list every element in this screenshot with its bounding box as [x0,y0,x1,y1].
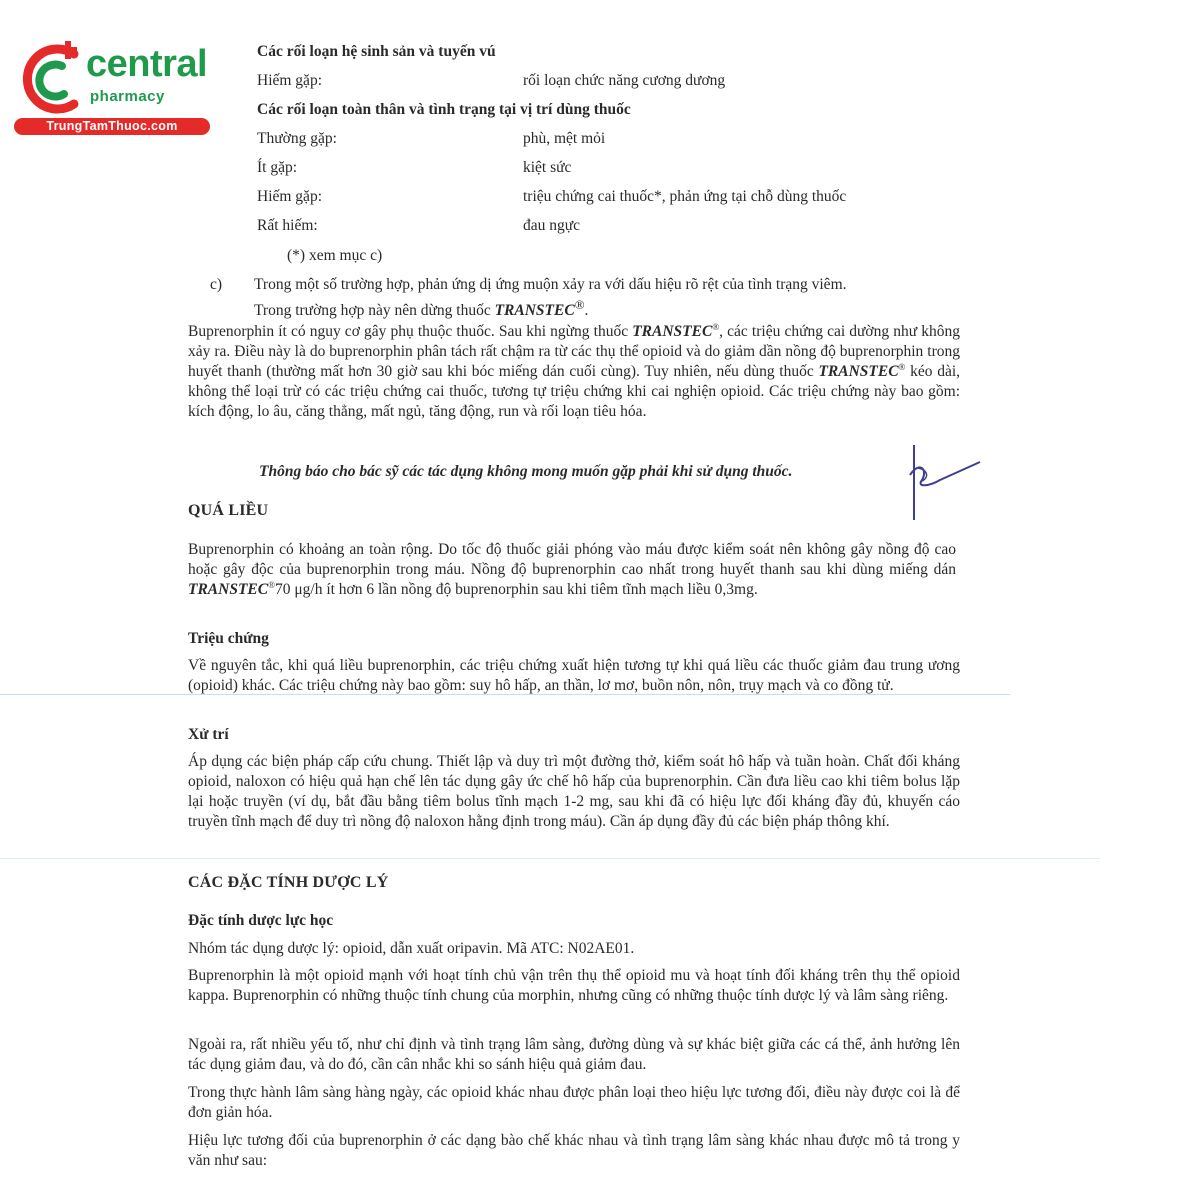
period: . [584,302,589,320]
pd-paragraph-2: Buprenorphin là một opioid mạnh với hoạt tính chủ vận trên thụ thể opioid mu và hoạt tính đối kháng trên thụ thể opioid kappa. Buprenorphin có những thuộc tính chung của morphin, nhưng cũng có những thuộc tính dược lý và lâm sàng riêng. [188,967,960,1004]
item-c-line2 [254,295,974,321]
overdose-heading: QUÁ LIỀU [188,502,269,519]
row-value: đau ngực [523,217,581,234]
row-value: triệu chứng cai thuốc*, phản ứng tại chỗ dùng thuốc [523,188,847,205]
dependence-paragraph [188,322,960,422]
row-label: Thường gặp: [257,130,337,147]
scan-line [0,694,1010,695]
notice-text: Thông báo cho bác sỹ các tác dụng không mong muốn gặp phải khi sử dụng thuốc. [259,463,793,480]
symptoms-paragraph: Về nguyên tắc, khi quá liều buprenorphin, các triệu chứng xuất hiện tương tự khi quá liều các thuốc giảm đau trung ương (opioid) khác. Các triệu chứng này bao gồm: suy hô hấp, an thần, lơ mơ, buồn nôn, nôn, trụy mạch và co đồng tử. [188,657,960,694]
pd-paragraph-4: Trong thực hành lâm sàng hàng ngày, các opioid khác nhau được phân loại theo hiệu lực tương đối, điều này được coi là để đơn giản hóa. [188,1084,960,1121]
brand-drug: TRANSTEC [818,363,899,380]
row-value: kiệt sức [523,159,572,176]
reg-mark: ® [574,297,585,312]
row-label: Hiếm gặp: [257,188,322,205]
pd-heading: Đặc tính dược lực học [188,912,334,929]
text-run: , các triệu chứng cai dường như không xảy ra. Điều này là do buprenorphin phân tách rất chậm ra từ các thụ thể opioid và do giảm dần nồng độ buprenorphin trong huyết thanh (thường mất hơn 30 giờ sau khi bóc miếng dán cuối cùng). Tuy nhiên, nếu dùng thuốc [188,323,961,380]
reg-mark: ® [712,321,720,332]
treatment-heading: Xử trí [188,726,229,743]
item-c-marker: c) [210,276,223,293]
treatment-paragraph: Áp dụng các biện pháp cấp cứu chung. Thiết lập và duy trì một đường thở, kiểm soát hô hấp và tuần hoàn. Chất đối kháng opioid, naloxon có hiệu quả hạn chế lên tác dụng gây ức chế hô hấp của buprenorphin. Cần đưa liều cao khi tiêm bolus lặp lại hoặc truyền (ví dụ, bắt đầu bằng tiêm bolus tĩnh mạch 1-2 mg, sau khi đã có hiệu lực đối kháng đầy đủ, khuyến cáo truyền tĩnh mạch để duy trì nồng độ naloxon hằng định trong máu). Cần áp dụng đầy đủ các biện pháp thông khí. [188,753,960,830]
brand-drug: TRANSTEC [188,581,269,598]
text-run: kéo dài, không thể loại trừ có các triệu chứng cai thuốc, tương tự triệu chứng khi cai nghiện opioid. Các triệu chứng này bao gồm: kích động, lo âu, căng thẳng, mất ngủ, tăng động, run và rối loạn tiêu hóa. [188,363,961,420]
reg-mark: ® [268,579,275,590]
text-run: Buprenorphin có khoảng an toàn rộng. Do tốc độ thuốc giải phóng vào máu được kiểm soát nên không gây nồng độ cao hoặc gây độc của buprenorphin trong máu. Nồng độ buprenorphin cao nhất trong huyết thanh sau khi dùng miếng dán [188,541,956,578]
row-label: Hiếm gặp: [257,72,322,89]
item-c-text [254,275,974,321]
overdose-paragraph [188,540,956,600]
row-label: Rất hiếm: [257,217,318,234]
text-run: 70 μg/h ít hơn 6 lần nồng độ buprenorphin sau khi tiêm tĩnh mạch liều 0,3mg. [274,581,758,598]
reg-mark: ® [898,361,906,372]
text-run: Buprenorphin ít có nguy cơ gây phụ thuộc thuốc. Sau khi ngừng thuốc [188,323,629,340]
brand-name: central [86,43,208,85]
reproductive-heading: Các rối loạn hệ sinh sản và tuyến vú [257,43,496,60]
row-value: rối loạn chức năng cương dương [523,72,726,89]
symptoms-heading: Triệu chứng [188,630,269,647]
brand-url[interactable]: TrungTamThuoc.com [14,118,210,135]
brand-subtitle: pharmacy [90,88,165,105]
item-c-line1: Trong một số trường hợp, phản ứng dị ứng muộn xảy ra với dấu hiệu rõ rệt của tình trạng viêm. [254,276,847,293]
pd-paragraph-5: Hiệu lực tương đối của buprenorphin ở các dạng bào chế khác nhau và tình trạng lâm sàng khác nhau được mô tả trong y văn như sau: [188,1132,960,1169]
general-heading: Các rối loạn toàn thân và tình trạng tại vị trí dùng thuốc [257,101,631,118]
brand-drug: TRANSTEC [632,323,713,340]
row-label: Ít gặp: [257,159,298,176]
item-c-line2-text: Trong trường hợp này nên dừng thuốc [254,302,491,320]
signature-icon [900,440,990,525]
pd-paragraph-3: Ngoài ra, rất nhiều yếu tố, như chỉ định và tình trạng lâm sàng, đường dùng và sự khác biệt giữa các cá thể, ảnh hưởng lên tác dụng giảm đau, và do đó, cần cân nhắc khi so sánh hiệu quả giảm đau. [188,1036,960,1073]
row-value: phù, mệt mỏi [523,130,606,147]
footnote: (*) xem mục c) [287,247,383,264]
brand-drug: TRANSTEC [494,302,575,320]
pd-paragraph-1: Nhóm tác dụng dược lý: opioid, dẫn xuất oripavin. Mã ATC: N02AE01. [188,940,635,957]
pharmacology-heading: CÁC ĐẶC TÍNH DƯỢC LÝ [188,874,389,891]
scan-line [0,858,1100,859]
